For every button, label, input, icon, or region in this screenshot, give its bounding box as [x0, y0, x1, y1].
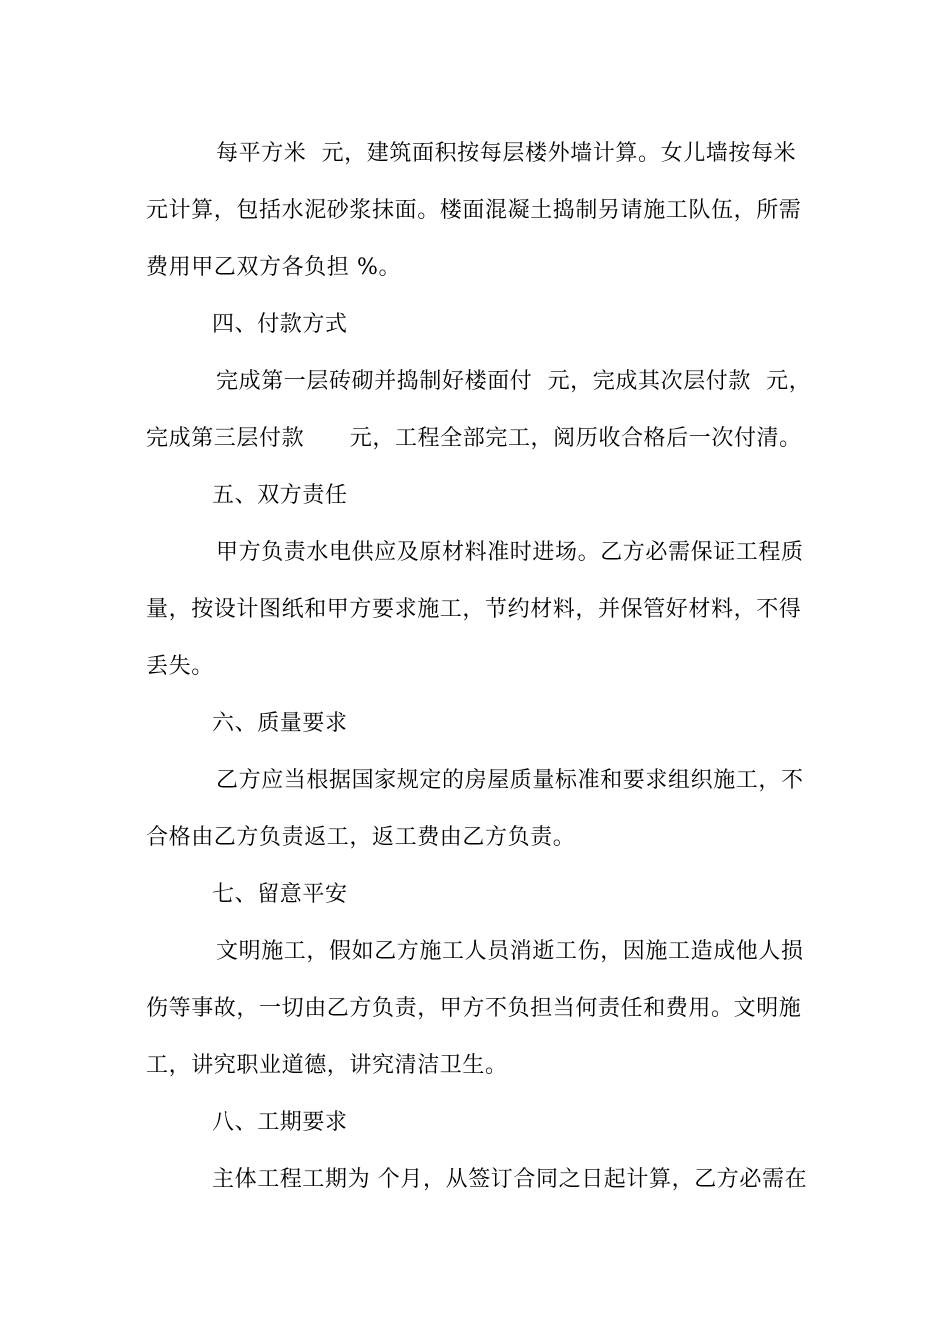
paragraph-line: 甲方负责水电供应及原材料准时进场。乙方必需保证工程质 — [216, 540, 804, 565]
paragraph-line: 完成第三层付款 元，工程全部完工，阅历收合格后一次付清。 — [146, 426, 802, 451]
paragraph-line: 量，按设计图纸和甲方要求施工，节约材料，并保管好材料，不得 — [146, 597, 802, 622]
section-heading: 六、质量要求 — [212, 711, 348, 736]
paragraph-line: 工，讲究职业道德，讲究清洁卫生。 — [146, 1053, 508, 1078]
paragraph-line: 文明施工，假如乙方施工人员消逝工伤，因施工造成他人损 — [216, 939, 804, 964]
paragraph-line: 费用甲乙双方各负担 %。 — [146, 255, 402, 280]
paragraph-line: 元计算，包括水泥砂浆抹面。楼面混凝土捣制另请施工队伍，所需 — [146, 198, 802, 223]
section-heading: 八、工期要求 — [212, 1110, 348, 1135]
paragraph-line: 合格由乙方负责返工，返工费由乙方负责。 — [146, 825, 576, 850]
section-heading: 四、付款方式 — [212, 312, 348, 337]
paragraph-line: 完成第一层砖砌并捣制好楼面付 元，完成其次层付款 元， — [216, 369, 812, 394]
paragraph-line: 每平方米 元，建筑面积按每层楼外墙计算。女儿墙按每米 — [216, 141, 797, 166]
paragraph-line: 丢失。 — [146, 654, 214, 679]
paragraph-line: 乙方应当根据国家规定的房屋质量标准和要求组织施工，不 — [216, 768, 804, 793]
paragraph-line: 伤等事故，一切由乙方负责，甲方不负担当何责任和费用。文明施 — [146, 996, 802, 1021]
section-heading: 七、留意平安 — [212, 882, 348, 907]
paragraph-line: 主体工程工期为 个月，从签订合同之日起计算，乙方必需在 — [212, 1167, 808, 1192]
section-heading: 五、双方责任 — [212, 483, 348, 508]
